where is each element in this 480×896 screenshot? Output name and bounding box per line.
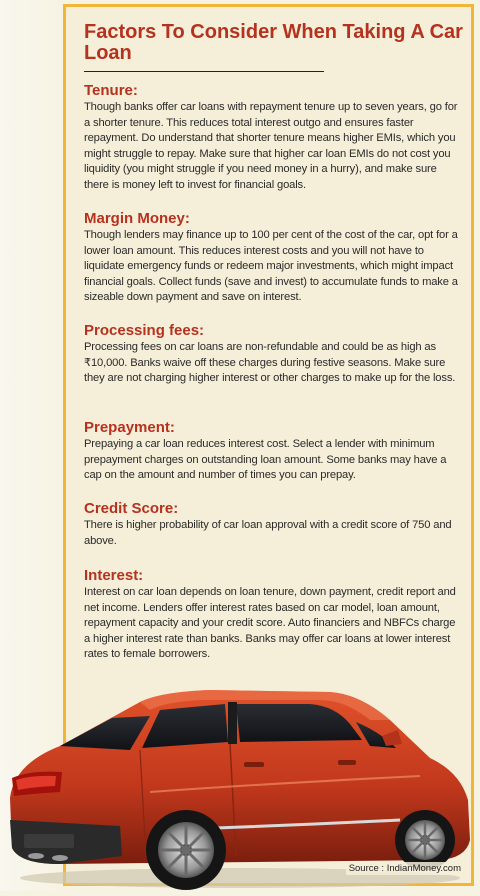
section-heading: Credit Score: — [84, 500, 179, 517]
section-heading: Tenure: — [84, 82, 138, 99]
section-heading: Interest: — [84, 567, 144, 584]
section-heading: Processing fees: — [84, 322, 205, 339]
section-body: There is higher probability of car loan approval with a credit score of 750 and above. — [84, 519, 452, 547]
section-processing-fees — [84, 322, 464, 387]
section-body: Though lenders may finance up to 100 per cent of the cost of the car, opt for a lower loan amount. This reduces interest costs and you will not have to liquidate emergency funds or redeem major investments, which might impact financial goals. Collect funds (save and invest) to accumulate funds to make a sizeable down payment and save on interest. — [84, 229, 458, 304]
section-body: Processing fees on car loans are non-refundable and could be as high as ₹10,000. Banks waive off these charges during festive seasons. Make sure they are not charging higher interest or other charges to make up for the loss. — [84, 341, 456, 385]
section-body: Interest on car loan depends on loan tenure, down payment, credit report and net income. Lenders offer interest rates based on car model, loan amount, repayment capacity and your credit score. Auto financiers and NBFCs charge a higher interest rate than banks. Banks may offer car loans at lower interest rates to female borrowers. — [84, 586, 456, 661]
section-interest — [84, 567, 464, 663]
page-title: Factors To Consider When Taking A Car Loan — [84, 21, 463, 64]
red-hatchback-car-icon — [0, 680, 480, 891]
section-credit-score — [84, 500, 464, 549]
section-prepayment — [84, 419, 464, 484]
section-heading: Margin Money: — [84, 210, 190, 227]
section-margin-money — [84, 210, 464, 306]
section-body: Though banks offer car loans with repayment tenure up to seven years, go for a shorter tenure. This reduces total interest outgo and ensures faster repayment. Do understand that shorter tenure means higher EMIs, which you might struggle to repay. Make sure that higher car loan EMIs do not cost you liquidity (you might struggle if you need money in a hurry), and make sure there is money left to invest for financial goals. — [84, 101, 458, 191]
section-heading: Prepayment: — [84, 419, 175, 436]
section-body: Prepaying a car loan reduces interest cost. Select a lender with minimum prepayment charges on outstanding loan amount. Some banks may have a cap on the amount and number of times you can prepay. — [84, 438, 447, 482]
title-underline — [84, 71, 324, 72]
source-credit: Source : IndianMoney.com — [346, 862, 464, 875]
section-tenure — [84, 82, 464, 194]
